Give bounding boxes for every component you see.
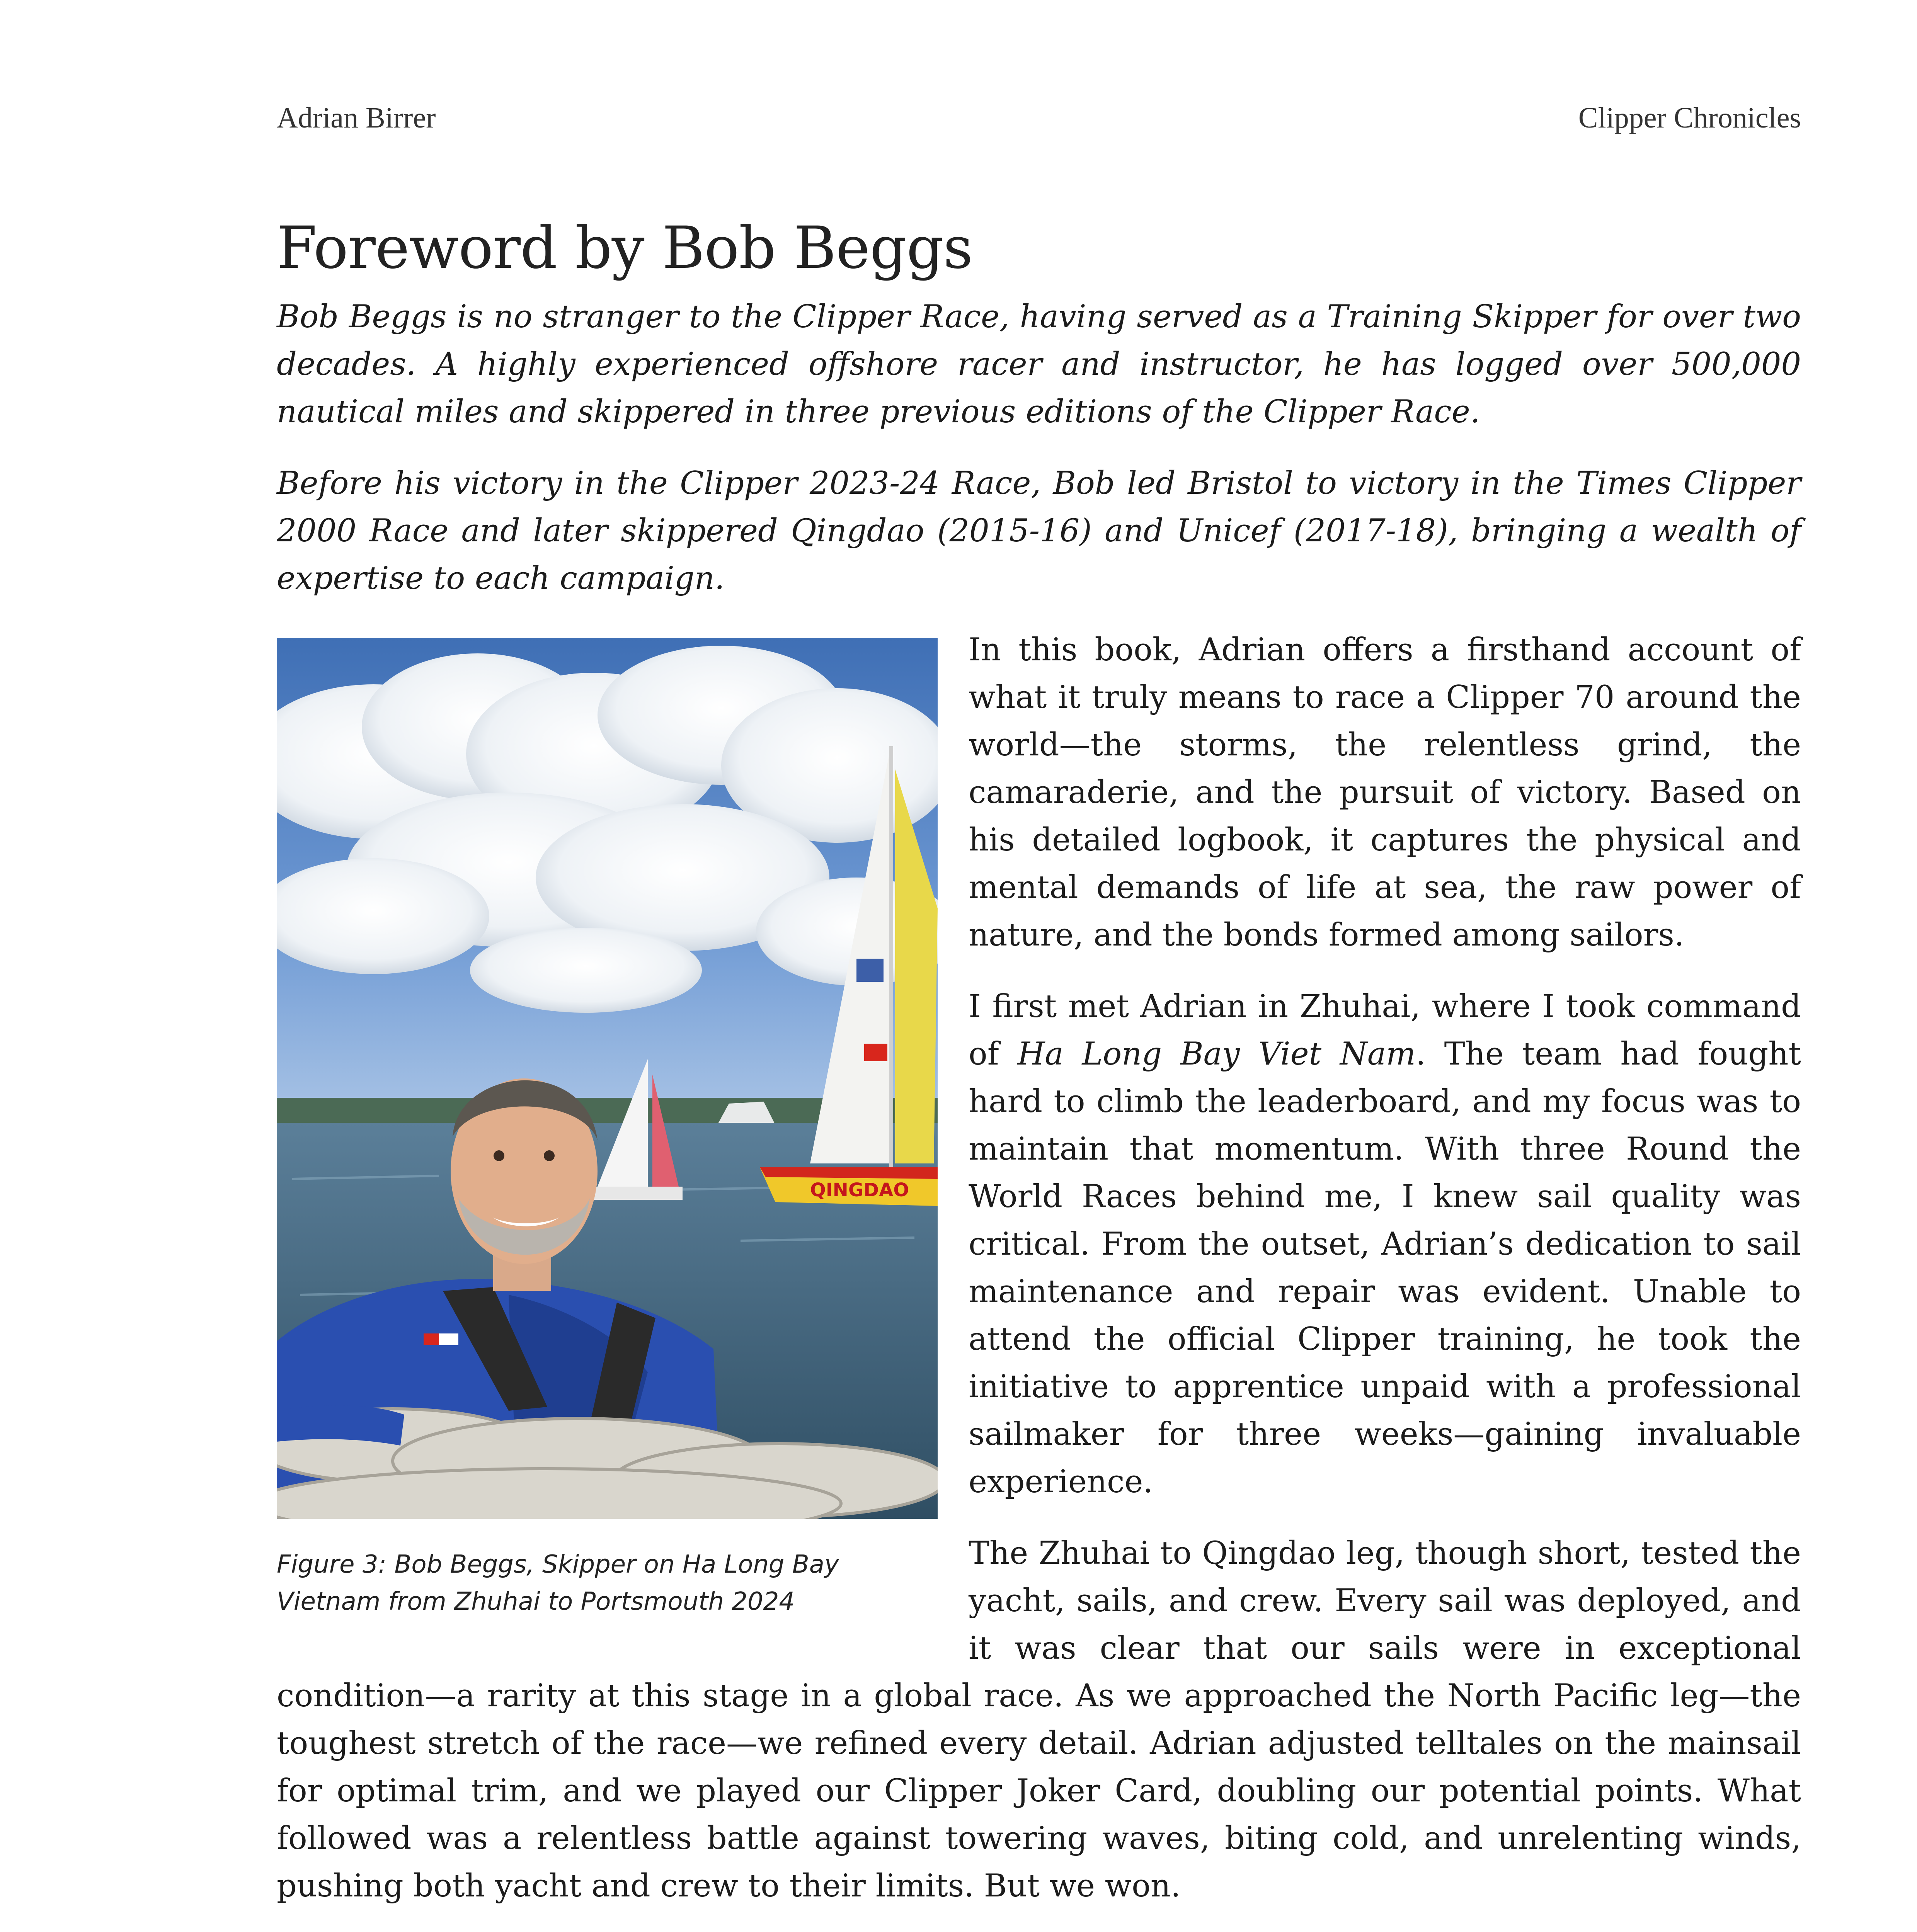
intro-paragraph-1: Bob Beggs is no stranger to the Clipper Race, having served as a Training Skipper for over two decades. A highly experienced offshore racer and instructor, he has logged over 500,000 nautical miles and skippered in three previous editions of the Clipper Race. (277, 299, 1801, 430)
boat-hull-lettering: QINGDAO (810, 1179, 909, 1201)
header-author: Adrian Birrer (277, 102, 436, 134)
paragraph-2-text-after: . The team had fought hard to climb the leaderboard, and my focus was to maintain that momentum. With three Round the World Races behind me, I knew sail quality was critical. From the outset, Adrian’s dedication to sail maintenance and repair was evident. Unable to attend the official Clipper training, he took the initiative to apprentice unpaid with a professional sailmaker for three weeks—gaining invaluable experience. (969, 1036, 1801, 1500)
page-title: Foreword by Bob Beggs (277, 214, 973, 282)
clouds (277, 646, 938, 1013)
skipper-photo (277, 638, 938, 1519)
figure-caption: Figure 3: Bob Beggs, Skipper on Ha Long Bay Vietnam from Zhuhai to Portsmouth 2024 (277, 1550, 839, 1616)
running-header (277, 101, 1801, 135)
foreword-section (277, 214, 1801, 1932)
sailing-scene-illustration (277, 638, 938, 1519)
intro-paragraph-2: Before his victory in the Clipper 2023-24 Race, Bob led Bristol to victory in the Times Clipper 2000 Race and later skippered Qingdao (2015-16) and Unicef (2017-18), bringing a wealth of expertise to each campaign. (277, 465, 1801, 597)
skipper-photo-figure (277, 638, 938, 1620)
body-paragraph-3: The Zhuhai to Qingdao leg, though short, tested the yacht, sails, and crew. Every sail was deployed, and it was clear that our sails were in exceptional condition—a rarity at this stage in a global race. As we approached the North Pacific leg—the toughest stretch of the race—we refined every detail. Adrian adjusted telltales on the mainsail for optimal trim, and we played our Clipper Joker Card, doubling our potential points. What followed was a relentless battle against towering waves, biting cold, and unrelenting winds, pushing both yacht and crew to their limits. But we won. (277, 1535, 1801, 1904)
header-book-title: Clipper Chronicles (1578, 102, 1801, 134)
paragraph-2-text-before: I first met Adrian in Zhuhai, where I took command of (969, 988, 1801, 1072)
body-paragraph-1: In this book, Adrian offers a firsthand account of what it truly means to race a Clipper 70 around the world—the storms, the relentless grind, the camaraderie, and the pursuit of victory. Based on his detailed logbook, it captures the physical and mental demands of life at sea, the raw power of nature, and the bonds formed among sailors. (969, 632, 1801, 953)
boat-name-emphasis: Ha Long Bay Viet Nam (1017, 1036, 1416, 1072)
